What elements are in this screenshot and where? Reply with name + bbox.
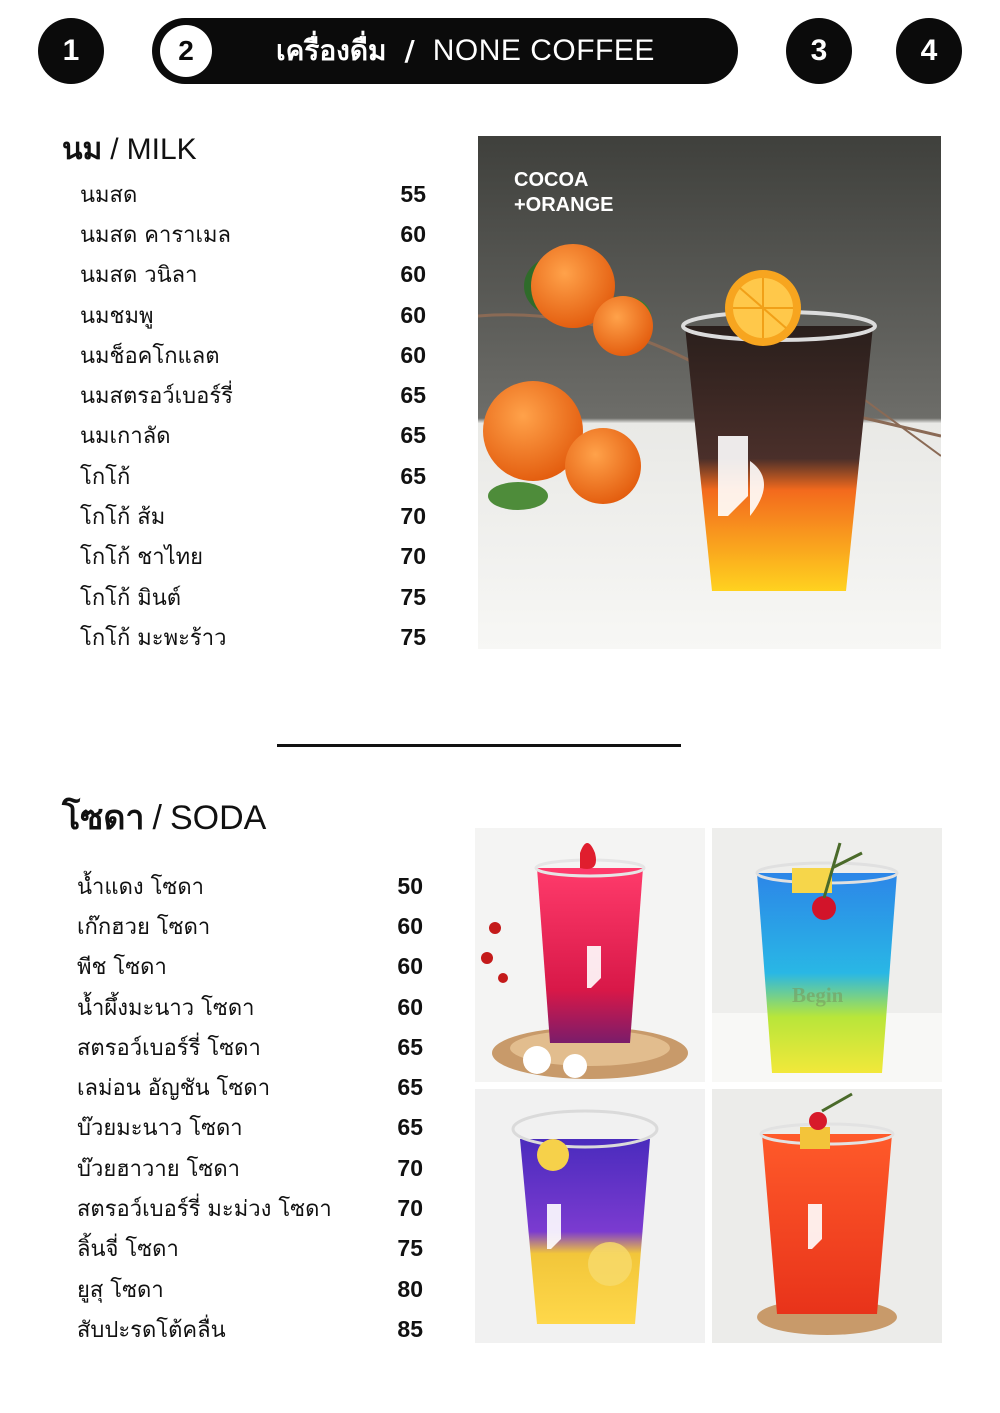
tab-2-label: 2: [178, 35, 194, 66]
soda-item-price: 65: [397, 1114, 423, 1141]
soda-item-price: 70: [397, 1154, 423, 1181]
soda-item: [77, 1229, 423, 1269]
milk-item-name: นมสตรอว์เบอร์รี่: [80, 384, 233, 410]
soda-item-name: เก๊กฮวย โซดา: [77, 914, 211, 940]
milk-item-price: 65: [400, 382, 426, 409]
milk-item-name: นมสด วนิลา: [80, 263, 198, 289]
milk-item-price: 65: [400, 462, 426, 489]
milk-item-price: 60: [400, 341, 426, 368]
soda-item: [77, 906, 423, 946]
soda-item: [77, 1309, 423, 1349]
milk-item-name: นมเกาลัด: [80, 424, 171, 450]
soda-item: [77, 947, 423, 987]
tab-1-label: 1: [62, 34, 80, 67]
header-title-th: เครื่องดื่ม: [276, 34, 387, 67]
milk-item: [80, 416, 426, 456]
blue-soda-photo: [712, 828, 942, 1082]
soda-item-name: ยูสุ โซดา: [77, 1277, 164, 1303]
soda-title-th: โซดา: [62, 798, 145, 838]
soda-item-name: สตรอว์เบอร์รี่ มะม่วง โซดา: [77, 1197, 332, 1223]
soda-item: [77, 1148, 423, 1188]
milk-section-title: [62, 126, 197, 173]
soda-item: [77, 1108, 423, 1148]
tab-2-number: [160, 25, 212, 77]
milk-item-name: โกโก้ มะพะร้าว: [80, 625, 227, 651]
milk-item: [80, 496, 426, 536]
soda-section-title: [62, 790, 266, 844]
tab-2-active[interactable]: [152, 18, 738, 84]
soda-item-name: พีช โซดา: [77, 955, 167, 981]
milk-item-price: 60: [400, 301, 426, 328]
soda-item-name: บ๊วยมะนาว โซดา: [77, 1116, 243, 1142]
header-title-separator: /: [404, 34, 415, 67]
milk-item-price: 55: [400, 180, 426, 207]
milk-item: [80, 456, 426, 496]
tab-3-label: 3: [810, 34, 828, 67]
milk-item: [80, 537, 426, 577]
milk-title-th: นม: [62, 132, 103, 167]
tab-4[interactable]: [896, 18, 962, 84]
milk-item: [80, 335, 426, 375]
milk-item: [80, 295, 426, 335]
soda-item: [77, 866, 423, 906]
soda-item-name: เลม่อน อัญชัน โซดา: [77, 1076, 271, 1102]
milk-item: [80, 617, 426, 657]
soda-title-en: SODA: [169, 799, 267, 837]
blue-soda-illustration: [712, 828, 942, 1082]
milk-item-name: โกโก้ ส้ม: [80, 505, 166, 531]
milk-item-name: โกโก้ ชาไทย: [80, 545, 204, 571]
soda-item-price: 60: [397, 953, 423, 980]
section-divider: [277, 744, 681, 747]
tab-3[interactable]: [786, 18, 852, 84]
soda-item-name: น้ำผึ้งมะนาว โซดา: [77, 995, 255, 1021]
orange-soda-photo: [712, 1089, 942, 1343]
milk-menu-list: [80, 174, 426, 658]
tab-1[interactable]: [38, 18, 104, 84]
soda-item-name: สับปะรดโต้คลื่น: [77, 1317, 226, 1343]
soda-item-price: 60: [397, 993, 423, 1020]
milk-item: [80, 214, 426, 254]
soda-item: [77, 1027, 423, 1067]
soda-title-separator: /: [152, 799, 162, 837]
soda-item: [77, 987, 423, 1027]
milk-item: [80, 375, 426, 415]
milk-item-name: นมช็อคโกแลต: [80, 343, 220, 369]
soda-item-price: 85: [397, 1315, 423, 1342]
soda-item-price: 75: [397, 1235, 423, 1262]
soda-item-name: สตรอว์เบอร์รี่ โซดา: [77, 1035, 261, 1061]
soda-item-price: 80: [397, 1275, 423, 1302]
milk-item: [80, 174, 426, 214]
red-soda-photo: [475, 828, 705, 1082]
red-soda-illustration: [475, 828, 705, 1082]
cocoa-orange-caption: [514, 168, 613, 218]
milk-item-name: นมสด: [80, 182, 138, 208]
milk-item: [80, 577, 426, 617]
soda-item-price: 65: [397, 1033, 423, 1060]
milk-item: [80, 255, 426, 295]
purple-soda-photo: [475, 1089, 705, 1343]
soda-item-name: ลิ้นจี่ โซดา: [77, 1237, 179, 1263]
milk-item-price: 75: [400, 623, 426, 650]
milk-item-price: 75: [400, 583, 426, 610]
soda-item-price: 70: [397, 1195, 423, 1222]
cocoa-orange-caption-line2: +ORANGE: [514, 194, 614, 216]
milk-title-en: MILK: [126, 133, 197, 166]
milk-item-price: 60: [400, 220, 426, 247]
soda-item: [77, 1269, 423, 1309]
soda-item-name: บ๊วยฮาวาย โซดา: [77, 1156, 240, 1182]
cup-print-text: Begin: [792, 983, 844, 1007]
soda-item: [77, 1067, 423, 1107]
milk-title-separator: /: [110, 133, 119, 166]
orange-soda-illustration: [712, 1089, 942, 1343]
header-title: [276, 29, 655, 73]
tab-4-label: 4: [920, 34, 938, 67]
soda-item: [77, 1188, 423, 1228]
soda-item-price: 60: [397, 912, 423, 939]
milk-item-name: โกโก้: [80, 464, 131, 490]
purple-soda-illustration: [475, 1089, 705, 1343]
milk-item-price: 70: [400, 503, 426, 530]
milk-item-price: 70: [400, 543, 426, 570]
milk-item-name: นมชมพู: [80, 303, 154, 329]
milk-item-name: นมสด คาราเมล: [80, 222, 231, 248]
milk-item-name: โกโก้ มินต์: [80, 585, 182, 611]
soda-item-price: 50: [397, 872, 423, 899]
milk-item-price: 60: [400, 261, 426, 288]
header-title-en: NONE COFFEE: [432, 34, 655, 67]
milk-item-price: 65: [400, 422, 426, 449]
soda-item-price: 65: [397, 1074, 423, 1101]
cocoa-orange-photo: [478, 136, 941, 649]
soda-item-name: น้ำแดง โซดา: [77, 874, 204, 900]
soda-menu-list: [77, 866, 423, 1350]
cocoa-orange-caption-line1: COCOA: [514, 169, 589, 191]
